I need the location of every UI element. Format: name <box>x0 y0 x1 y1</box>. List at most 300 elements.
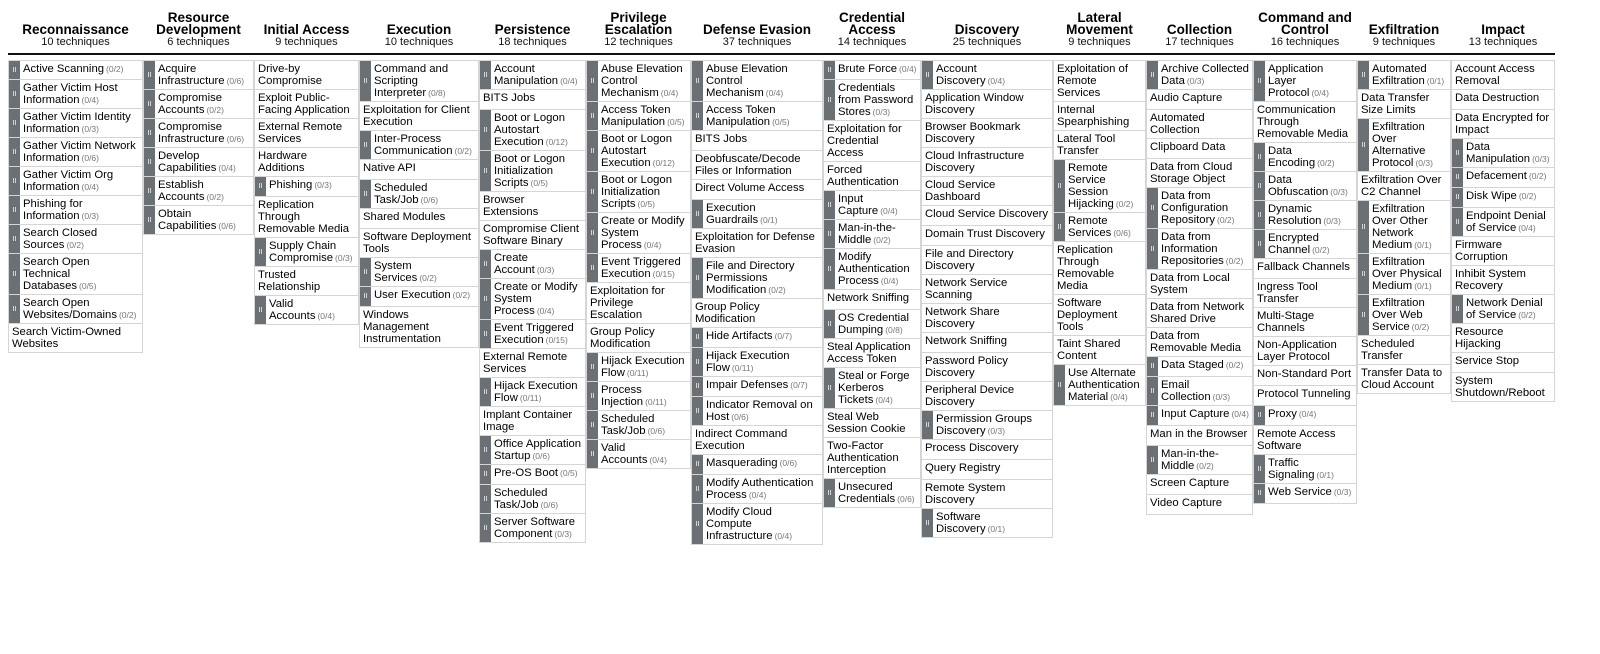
expand-subtechniques-handle[interactable] <box>1254 484 1265 503</box>
expand-subtechniques-handle[interactable] <box>587 131 598 171</box>
expand-subtechniques-handle[interactable] <box>360 131 371 159</box>
technique-cell[interactable] <box>8 295 143 324</box>
technique-cell[interactable] <box>921 509 1053 538</box>
expand-subtechniques-handle[interactable] <box>692 348 703 376</box>
technique-cell[interactable] <box>1451 373 1555 402</box>
technique-cell[interactable] <box>479 485 586 514</box>
technique-cell[interactable] <box>359 229 479 258</box>
technique-cell[interactable] <box>254 267 359 296</box>
expand-subtechniques-handle[interactable] <box>144 148 155 176</box>
technique-cell[interactable] <box>1253 308 1357 337</box>
technique-text <box>371 258 478 286</box>
technique-text <box>1265 201 1356 229</box>
technique-cell[interactable] <box>921 60 1053 90</box>
technique-cell[interactable] <box>691 60 823 102</box>
technique-cell[interactable] <box>921 177 1053 206</box>
technique-cell[interactable] <box>691 131 823 151</box>
technique-cell[interactable] <box>359 102 479 131</box>
technique-cell[interactable] <box>1253 484 1357 504</box>
technique-cell[interactable] <box>1451 353 1555 373</box>
expand-subtechniques-handle[interactable] <box>1054 365 1065 405</box>
technique-cell[interactable] <box>1053 365 1146 406</box>
expand-subtechniques-handle[interactable] <box>824 61 835 79</box>
technique-cell[interactable] <box>586 353 691 382</box>
technique-cell[interactable] <box>586 131 691 172</box>
expand-subtechniques-handle[interactable] <box>692 102 703 130</box>
expand-subtechniques-handle[interactable] <box>1254 172 1265 200</box>
technique-cell[interactable] <box>1146 229 1253 270</box>
tactic-header[interactable] <box>143 8 254 51</box>
expand-subtechniques-handle[interactable] <box>144 119 155 147</box>
expand-subtechniques-handle[interactable] <box>480 110 491 150</box>
technique-cell[interactable] <box>1357 365 1451 394</box>
expand-subtechniques-handle[interactable] <box>144 61 155 89</box>
expand-subtechniques-handle[interactable] <box>824 80 835 120</box>
sidebar-grip-icon: II <box>147 129 152 137</box>
expand-subtechniques-handle[interactable] <box>144 177 155 205</box>
technique-cell[interactable] <box>1146 110 1253 139</box>
expand-subtechniques-handle[interactable] <box>9 80 20 108</box>
expand-subtechniques-handle[interactable] <box>480 61 491 89</box>
expand-subtechniques-handle[interactable] <box>1452 139 1463 167</box>
technique-cell[interactable] <box>479 192 586 221</box>
technique-cell[interactable] <box>1053 336 1146 365</box>
expand-subtechniques-handle[interactable] <box>587 353 598 381</box>
technique-cell[interactable] <box>823 479 921 508</box>
technique-cell[interactable] <box>479 349 586 378</box>
subtechnique-count: (0/3) <box>335 253 353 263</box>
technique-cell[interactable] <box>823 438 921 479</box>
expand-subtechniques-handle[interactable] <box>9 254 20 294</box>
tactic-header[interactable] <box>921 8 1053 51</box>
expand-subtechniques-handle[interactable] <box>692 258 703 298</box>
expand-subtechniques-handle[interactable] <box>587 254 598 282</box>
technique-cell[interactable] <box>691 102 823 131</box>
expand-subtechniques-handle[interactable] <box>824 191 835 219</box>
expand-subtechniques-handle[interactable] <box>587 172 598 212</box>
technique-cell[interactable] <box>359 258 479 287</box>
technique-cell[interactable] <box>359 209 479 229</box>
technique-cell[interactable] <box>691 426 823 455</box>
technique-cell[interactable] <box>823 162 921 191</box>
technique-cell[interactable] <box>921 460 1053 480</box>
tactic-header[interactable] <box>254 8 359 51</box>
tactic-header[interactable] <box>1253 8 1357 51</box>
technique-cell[interactable] <box>8 138 143 167</box>
technique-cell[interactable] <box>691 397 823 426</box>
technique-cell[interactable] <box>1253 455 1357 484</box>
technique-cell[interactable] <box>586 440 691 469</box>
expand-subtechniques-handle[interactable] <box>1452 168 1463 187</box>
technique-cell[interactable] <box>823 409 921 438</box>
technique-cell[interactable] <box>586 102 691 131</box>
technique-cell[interactable] <box>691 348 823 377</box>
technique-cell[interactable] <box>1146 357 1253 377</box>
technique-cell[interactable] <box>691 328 823 348</box>
technique-cell[interactable] <box>8 167 143 196</box>
expand-subtechniques-handle[interactable] <box>1254 61 1265 101</box>
technique-cell[interactable] <box>254 90 359 119</box>
expand-subtechniques-handle[interactable] <box>824 220 835 248</box>
subtechnique-count: (0/5) <box>772 117 790 127</box>
technique-cell[interactable] <box>1253 279 1357 308</box>
expand-subtechniques-handle[interactable] <box>144 206 155 234</box>
technique-cell[interactable] <box>691 200 823 229</box>
expand-subtechniques-handle[interactable] <box>1254 201 1265 229</box>
technique-cell[interactable] <box>254 238 359 267</box>
technique-name: Application Layer Protocol <box>1268 63 1324 99</box>
technique-cell[interactable] <box>691 151 823 180</box>
technique-cell[interactable] <box>921 353 1053 382</box>
technique-cell[interactable] <box>479 514 586 543</box>
technique-cell[interactable] <box>1357 60 1451 90</box>
technique-cell[interactable] <box>823 60 921 80</box>
technique-cell[interactable] <box>8 80 143 109</box>
technique-cell[interactable] <box>8 324 143 353</box>
expand-subtechniques-handle[interactable] <box>480 250 491 278</box>
expand-subtechniques-handle[interactable] <box>824 368 835 408</box>
technique-cell[interactable] <box>1357 336 1451 365</box>
technique-cell[interactable] <box>254 296 359 325</box>
technique-cell[interactable] <box>921 206 1053 226</box>
technique-cell[interactable] <box>1451 266 1555 295</box>
expand-subtechniques-handle[interactable] <box>587 440 598 468</box>
expand-subtechniques-handle[interactable] <box>692 504 703 544</box>
technique-cell[interactable] <box>479 110 586 151</box>
expand-subtechniques-handle[interactable] <box>1358 295 1369 335</box>
expand-subtechniques-handle[interactable] <box>1358 201 1369 253</box>
technique-cell[interactable] <box>1451 208 1555 237</box>
technique-cell[interactable] <box>143 119 254 148</box>
expand-subtechniques-handle[interactable] <box>1147 229 1158 269</box>
expand-subtechniques-handle[interactable] <box>480 378 491 406</box>
technique-cell[interactable] <box>1451 139 1555 168</box>
technique-cell[interactable] <box>1146 159 1253 188</box>
expand-subtechniques-handle[interactable] <box>1054 213 1065 241</box>
technique-cell[interactable] <box>359 180 479 209</box>
tactic-header[interactable] <box>1357 8 1451 51</box>
technique-cell[interactable] <box>921 90 1053 119</box>
expand-subtechniques-handle[interactable] <box>9 196 20 224</box>
technique-cell[interactable] <box>1146 299 1253 328</box>
technique-cell[interactable] <box>254 197 359 238</box>
expand-subtechniques-handle[interactable] <box>1358 119 1369 171</box>
expand-subtechniques-handle[interactable] <box>692 377 703 396</box>
expand-subtechniques-handle[interactable] <box>1358 61 1369 89</box>
expand-subtechniques-handle[interactable] <box>922 61 933 89</box>
technique-cell[interactable] <box>1053 295 1146 336</box>
technique-cell[interactable] <box>1146 60 1253 90</box>
expand-subtechniques-handle[interactable] <box>1147 188 1158 228</box>
expand-subtechniques-handle[interactable] <box>1147 446 1158 474</box>
expand-subtechniques-handle[interactable] <box>480 320 491 348</box>
technique-cell[interactable] <box>1146 328 1253 357</box>
tactic-header[interactable] <box>359 8 479 51</box>
technique-cell[interactable] <box>921 411 1053 440</box>
expand-subtechniques-handle[interactable] <box>360 180 371 208</box>
expand-subtechniques-handle[interactable] <box>692 61 703 101</box>
tactic-header[interactable] <box>1451 8 1555 51</box>
technique-name: Search Open Websites/Domains <box>23 297 117 321</box>
technique-cell[interactable] <box>479 250 586 279</box>
technique-cell[interactable] <box>1146 446 1253 475</box>
technique-cell[interactable] <box>823 290 921 310</box>
technique-cell[interactable] <box>691 229 823 258</box>
technique-cell[interactable] <box>921 333 1053 353</box>
technique-cell[interactable] <box>921 275 1053 304</box>
technique-cell[interactable] <box>823 368 921 409</box>
technique-cell[interactable] <box>143 206 254 235</box>
expand-subtechniques-handle[interactable] <box>922 411 933 439</box>
expand-subtechniques-handle[interactable] <box>587 213 598 253</box>
expand-subtechniques-handle[interactable] <box>360 258 371 286</box>
technique-cell[interactable] <box>1253 143 1357 172</box>
expand-subtechniques-handle[interactable] <box>480 436 491 464</box>
technique-cell[interactable] <box>254 148 359 177</box>
technique-cell[interactable] <box>1053 102 1146 131</box>
technique-cell[interactable] <box>359 131 479 160</box>
technique-cell[interactable] <box>586 283 691 324</box>
expand-subtechniques-handle[interactable] <box>587 411 598 439</box>
expand-subtechniques-handle[interactable] <box>1254 455 1265 483</box>
technique-cell[interactable] <box>1253 172 1357 201</box>
expand-subtechniques-handle[interactable] <box>1254 406 1265 425</box>
expand-subtechniques-handle[interactable] <box>692 475 703 503</box>
technique-cell[interactable] <box>921 440 1053 460</box>
technique-cell[interactable] <box>479 279 586 320</box>
expand-subtechniques-handle[interactable] <box>692 328 703 347</box>
technique-cell[interactable] <box>1146 139 1253 159</box>
tactic-header[interactable] <box>1146 8 1253 51</box>
technique-cell[interactable] <box>479 407 586 436</box>
technique-cell[interactable] <box>1451 60 1555 90</box>
technique-cell[interactable] <box>921 304 1053 333</box>
tactic-header[interactable] <box>823 8 921 51</box>
technique-text <box>598 102 690 130</box>
technique-cell[interactable] <box>1451 168 1555 188</box>
expand-subtechniques-handle[interactable] <box>1254 230 1265 258</box>
expand-subtechniques-handle[interactable] <box>480 485 491 513</box>
technique-cell[interactable] <box>691 475 823 504</box>
technique-cell[interactable] <box>143 90 254 119</box>
expand-subtechniques-handle[interactable] <box>587 102 598 130</box>
technique-cell[interactable] <box>823 310 921 339</box>
expand-subtechniques-handle[interactable] <box>480 151 491 191</box>
technique-cell[interactable] <box>1146 406 1253 426</box>
technique-cell[interactable] <box>8 60 143 80</box>
technique-cell[interactable] <box>479 151 586 192</box>
technique-cell[interactable] <box>479 60 586 90</box>
expand-subtechniques-handle[interactable] <box>1254 143 1265 171</box>
technique-cell[interactable] <box>1053 242 1146 295</box>
technique-cell[interactable] <box>823 80 921 121</box>
technique-cell[interactable] <box>1357 201 1451 254</box>
expand-subtechniques-handle[interactable] <box>1452 208 1463 236</box>
technique-cell[interactable] <box>359 60 479 102</box>
technique-cell[interactable] <box>8 225 143 254</box>
technique-cell[interactable] <box>691 455 823 475</box>
technique-cell[interactable] <box>8 196 143 225</box>
expand-subtechniques-handle[interactable] <box>692 397 703 425</box>
technique-cell[interactable] <box>143 177 254 206</box>
expand-subtechniques-handle[interactable] <box>1147 61 1158 89</box>
technique-cell[interactable] <box>586 324 691 353</box>
technique-cell[interactable] <box>1053 60 1146 102</box>
technique-cell[interactable] <box>1146 377 1253 406</box>
technique-cell[interactable] <box>8 109 143 138</box>
technique-cell[interactable] <box>8 254 143 295</box>
technique-cell[interactable] <box>359 287 479 307</box>
technique-cell[interactable] <box>921 246 1053 275</box>
expand-subtechniques-handle[interactable] <box>1452 188 1463 207</box>
technique-cell[interactable] <box>1451 90 1555 110</box>
tactic-header[interactable] <box>586 8 691 51</box>
tactic-header[interactable] <box>479 8 586 51</box>
expand-subtechniques-handle[interactable] <box>9 225 20 253</box>
technique-cell[interactable] <box>1146 495 1253 515</box>
technique-cell[interactable] <box>1253 406 1357 426</box>
technique-cell[interactable] <box>586 411 691 440</box>
expand-subtechniques-handle[interactable] <box>587 382 598 410</box>
technique-cell[interactable] <box>1253 366 1357 386</box>
expand-subtechniques-handle[interactable] <box>1147 406 1158 425</box>
expand-subtechniques-handle[interactable] <box>1147 357 1158 376</box>
technique-cell[interactable] <box>1253 386 1357 406</box>
technique-cell[interactable] <box>1451 237 1555 266</box>
expand-subtechniques-handle[interactable] <box>255 177 266 196</box>
expand-subtechniques-handle[interactable] <box>360 287 371 306</box>
expand-subtechniques-handle[interactable] <box>255 238 266 266</box>
expand-subtechniques-handle[interactable] <box>144 90 155 118</box>
expand-subtechniques-handle[interactable] <box>1452 295 1463 323</box>
technique-cell[interactable] <box>691 299 823 328</box>
technique-cell[interactable] <box>823 220 921 249</box>
technique-cell[interactable] <box>479 221 586 250</box>
expand-subtechniques-handle[interactable] <box>360 61 371 101</box>
technique-cell[interactable] <box>1253 230 1357 259</box>
tactic-header[interactable] <box>691 8 823 51</box>
subtechnique-count: (0/3) <box>1415 158 1433 168</box>
technique-cell[interactable] <box>823 249 921 290</box>
expand-subtechniques-handle[interactable] <box>9 138 20 166</box>
expand-subtechniques-handle[interactable] <box>1147 377 1158 405</box>
expand-subtechniques-handle[interactable] <box>692 200 703 228</box>
technique-cell[interactable] <box>1451 295 1555 324</box>
technique-cell[interactable] <box>1357 172 1451 201</box>
technique-cell[interactable] <box>586 172 691 213</box>
technique-cell[interactable] <box>1053 213 1146 242</box>
expand-subtechniques-handle[interactable] <box>922 509 933 537</box>
tactic-name: Execution <box>386 22 452 37</box>
technique-cell[interactable] <box>1253 337 1357 366</box>
technique-cell[interactable] <box>1451 110 1555 139</box>
technique-cell[interactable] <box>1253 102 1357 143</box>
technique-cell[interactable] <box>823 121 921 162</box>
technique-cell[interactable] <box>1253 426 1357 455</box>
tactic-header[interactable] <box>8 8 143 51</box>
technique-cell[interactable] <box>823 191 921 220</box>
technique-cell[interactable] <box>254 60 359 90</box>
technique-name: Input Capture <box>838 193 879 217</box>
technique-cell[interactable] <box>1253 259 1357 279</box>
technique-cell[interactable] <box>691 258 823 299</box>
expand-subtechniques-handle[interactable] <box>480 279 491 319</box>
expand-subtechniques-handle[interactable] <box>1054 160 1065 212</box>
technique-cell[interactable] <box>479 465 586 485</box>
technique-cell[interactable] <box>1146 426 1253 446</box>
technique-cell[interactable] <box>359 307 479 348</box>
technique-cell[interactable] <box>1146 270 1253 299</box>
expand-subtechniques-handle[interactable] <box>9 61 20 79</box>
technique-cell[interactable] <box>691 504 823 545</box>
technique-cell[interactable] <box>479 378 586 407</box>
expand-subtechniques-handle[interactable] <box>1358 254 1369 294</box>
technique-cell[interactable] <box>1451 188 1555 208</box>
expand-subtechniques-handle[interactable] <box>255 296 266 324</box>
technique-cell[interactable] <box>921 382 1053 411</box>
expand-subtechniques-handle[interactable] <box>9 167 20 195</box>
technique-cell[interactable] <box>359 160 479 180</box>
technique-cell[interactable] <box>1053 160 1146 213</box>
technique-cell[interactable] <box>921 148 1053 177</box>
technique-cell[interactable] <box>1253 60 1357 102</box>
expand-subtechniques-handle[interactable] <box>9 109 20 137</box>
technique-cell[interactable] <box>921 480 1053 509</box>
technique-cell[interactable] <box>921 119 1053 148</box>
technique-cell[interactable] <box>921 226 1053 246</box>
expand-subtechniques-handle[interactable] <box>480 514 491 542</box>
technique-cell[interactable] <box>1357 119 1451 172</box>
technique-cell[interactable] <box>691 180 823 200</box>
technique-cell[interactable] <box>1053 131 1146 160</box>
technique-cell[interactable] <box>143 60 254 90</box>
expand-subtechniques-handle[interactable] <box>824 479 835 507</box>
technique-cell[interactable] <box>479 90 586 110</box>
technique-name: Web Service <box>1268 486 1332 498</box>
technique-text <box>1054 102 1145 130</box>
technique-cell[interactable] <box>1253 201 1357 230</box>
technique-cell[interactable] <box>586 60 691 102</box>
technique-cell[interactable] <box>586 213 691 254</box>
technique-cell[interactable] <box>1357 295 1451 336</box>
technique-cell[interactable] <box>143 148 254 177</box>
expand-subtechniques-handle[interactable] <box>480 465 491 484</box>
technique-cell[interactable] <box>254 119 359 148</box>
technique-cell[interactable] <box>586 382 691 411</box>
technique-cell[interactable] <box>1357 90 1451 119</box>
sidebar-grip-icon: II <box>483 495 488 503</box>
technique-cell[interactable] <box>691 377 823 397</box>
technique-cell[interactable] <box>1146 90 1253 110</box>
expand-subtechniques-handle[interactable] <box>824 249 835 289</box>
technique-cell[interactable] <box>1146 188 1253 229</box>
technique-cell[interactable] <box>823 339 921 368</box>
technique-cell[interactable] <box>586 254 691 283</box>
tactic-header[interactable] <box>1053 8 1146 51</box>
expand-subtechniques-handle[interactable] <box>692 455 703 474</box>
expand-subtechniques-handle[interactable] <box>824 310 835 338</box>
technique-cell[interactable] <box>479 320 586 349</box>
technique-name: Input Capture <box>1161 408 1230 420</box>
technique-cell[interactable] <box>1146 475 1253 495</box>
expand-subtechniques-handle[interactable] <box>587 61 598 101</box>
technique-cell[interactable] <box>479 436 586 465</box>
expand-subtechniques-handle[interactable] <box>9 295 20 323</box>
sidebar-grip-icon: II <box>363 268 368 276</box>
technique-cell[interactable] <box>254 177 359 197</box>
technique-cell[interactable] <box>1357 254 1451 295</box>
technique-cell[interactable] <box>1451 324 1555 353</box>
